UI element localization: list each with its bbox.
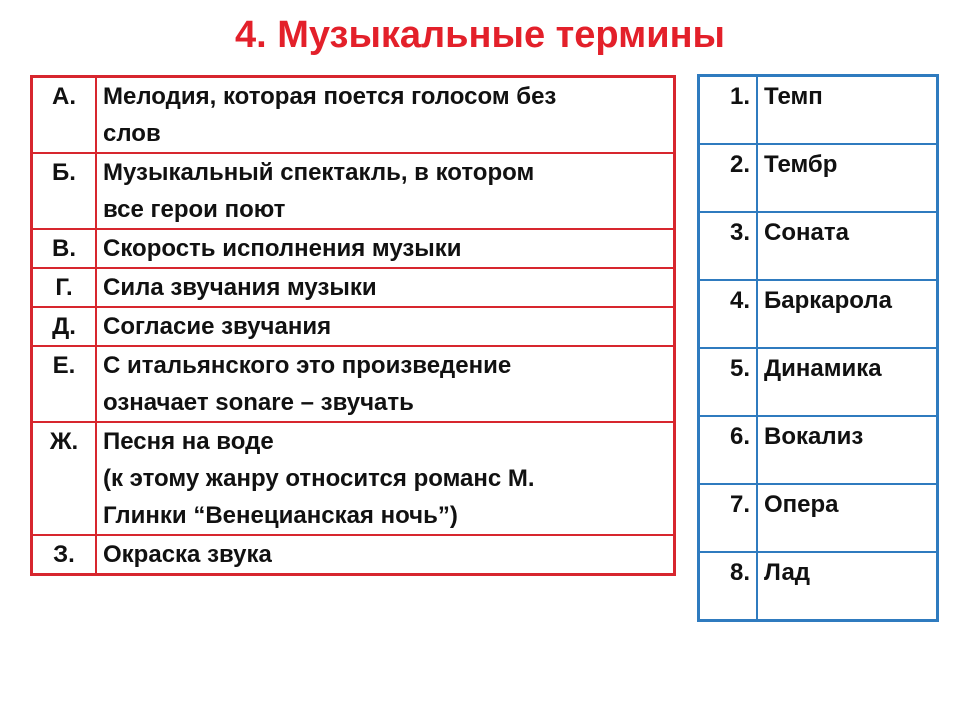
definition-line: Музыкальный спектакль, в котором <box>103 159 535 186</box>
definition-letter: Д. <box>32 307 97 346</box>
definition-line: Мелодия, которая поется голосом без <box>103 83 557 110</box>
definition-row <box>32 307 675 346</box>
definition-line: Согласие звучания <box>103 313 332 340</box>
definition-letter: А. <box>32 77 97 154</box>
definition-letter: Г. <box>32 268 97 307</box>
term-name: Вокализ <box>757 416 938 484</box>
definitions-table <box>30 75 676 576</box>
definition-line: слов <box>103 120 161 147</box>
definition-text <box>96 307 675 346</box>
definition-line: Скорость исполнения музыки <box>103 235 462 262</box>
definition-text <box>96 422 675 535</box>
definition-row <box>32 153 675 229</box>
definition-text <box>96 229 675 268</box>
definition-line: Окраска звука <box>103 541 272 568</box>
term-row <box>699 552 938 621</box>
term-number: 6. <box>699 416 758 484</box>
definition-letter: В. <box>32 229 97 268</box>
term-number: 1. <box>699 76 758 145</box>
term-name: Лад <box>757 552 938 621</box>
definition-row <box>32 229 675 268</box>
term-row <box>699 484 938 552</box>
term-number: 5. <box>699 348 758 416</box>
definition-line: Песня на воде <box>103 428 274 455</box>
term-row <box>699 76 938 145</box>
term-name: Соната <box>757 212 938 280</box>
definition-letter: Е. <box>32 346 97 422</box>
definition-text <box>96 268 675 307</box>
definition-row <box>32 346 675 422</box>
term-name: Тембр <box>757 144 938 212</box>
definition-row <box>32 77 675 154</box>
term-row <box>699 280 938 348</box>
definition-letter: Ж. <box>32 422 97 535</box>
definition-letter: З. <box>32 535 97 575</box>
term-name: Опера <box>757 484 938 552</box>
term-row <box>699 348 938 416</box>
definition-text <box>96 346 675 422</box>
terms-table <box>697 74 939 622</box>
term-number: 3. <box>699 212 758 280</box>
term-name: Баркарола <box>757 280 938 348</box>
definition-text <box>96 153 675 229</box>
definition-line: Сила звучания музыки <box>103 274 377 301</box>
term-number: 2. <box>699 144 758 212</box>
definition-row <box>32 422 675 535</box>
definition-text <box>96 535 675 575</box>
term-row <box>699 212 938 280</box>
definition-row <box>32 268 675 307</box>
definition-line: означает sonare – звучать <box>103 389 414 416</box>
term-row <box>699 416 938 484</box>
definition-line: все герои поют <box>103 196 286 223</box>
term-row <box>699 144 938 212</box>
definition-row <box>32 535 675 575</box>
definition-line: С итальянского это произведение <box>103 352 512 379</box>
definition-line: (к этому жанру относится романс М. <box>103 465 535 492</box>
page-title: 4. Музыкальные термины <box>235 14 725 56</box>
term-name: Динамика <box>757 348 938 416</box>
definition-text <box>96 77 675 154</box>
term-number: 4. <box>699 280 758 348</box>
term-number: 7. <box>699 484 758 552</box>
term-name: Темп <box>757 76 938 145</box>
definition-letter: Б. <box>32 153 97 229</box>
definition-line: Глинки “Венецианская ночь”) <box>103 502 458 529</box>
term-number: 8. <box>699 552 758 621</box>
